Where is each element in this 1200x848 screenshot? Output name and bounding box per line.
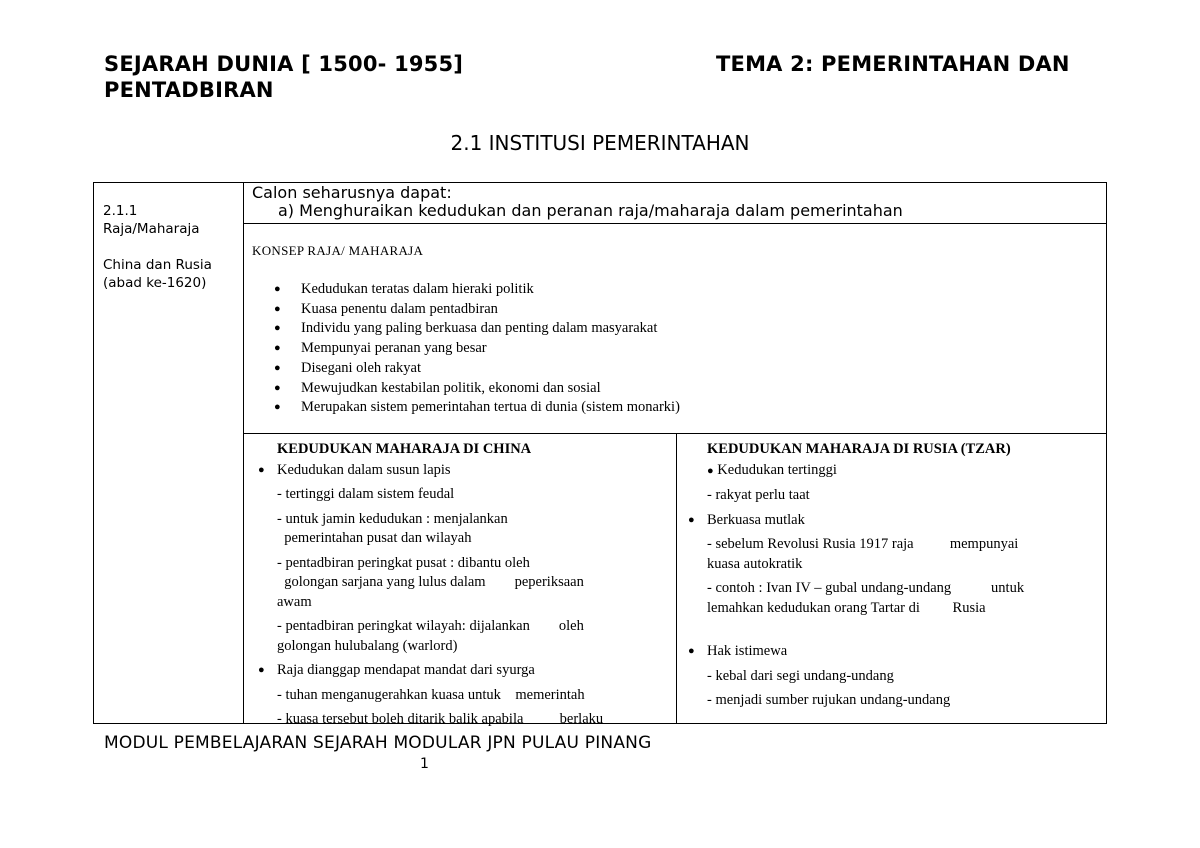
- theme-title-continuation: PENTADBIRAN: [104, 78, 274, 102]
- list-item: ● Kuasa penentu dalam pentadbiran: [274, 300, 1092, 320]
- rusia-detail: - kebal dari segi undang-undang: [707, 667, 894, 684]
- topic-period: (abad ke-1620): [103, 275, 207, 291]
- topic-name: Raja/Maharaja: [103, 221, 200, 237]
- theme-title: TEMA 2: PEMERINTAHAN DAN: [716, 52, 1070, 76]
- rusia-detail: - rakyat perlu taat: [707, 487, 810, 503]
- topic-number: 2.1.1: [103, 203, 138, 219]
- china-detail: - pentadbiran peringkat pusat : dibantu oleh: [277, 554, 530, 571]
- china-detail: - tuhan menganugerahkan kuasa untuk memerintah: [277, 686, 585, 703]
- objectives-cell: [252, 184, 903, 220]
- konsep-list: [252, 280, 1092, 418]
- china-detail: - kuasa tersebut boleh ditarik balik apabila berlaku: [277, 711, 604, 727]
- list-item: ● Disegani oleh rakyat: [274, 359, 1092, 379]
- topic-cell: [103, 202, 238, 292]
- document-title: SEJARAH DUNIA [ 1500- 1955]: [104, 52, 464, 76]
- china-detail: golongan sarjana yang lulus dalam peperiksaan: [277, 574, 584, 590]
- rusia-bullet: ● Hak istimewa: [688, 642, 1093, 662]
- china-heading: KEDUDUKAN MAHARAJA DI CHINA: [277, 441, 532, 457]
- topic-region: China dan Rusia: [103, 257, 212, 273]
- rusia-heading: KEDUDUKAN MAHARAJA DI RUSIA (TZAR): [707, 441, 1011, 457]
- list-item: ● Mempunyai peranan yang besar: [274, 339, 1092, 359]
- list-item: ● Kedudukan teratas dalam hieraki politik: [274, 280, 1092, 300]
- objective-a: a) Menghuraikan kedudukan dan peranan raja/maharaja dalam pemerintahan: [278, 201, 903, 220]
- rusia-detail: - contoh : Ivan IV – gubal undang-undang untuk: [707, 580, 1025, 596]
- china-bullet: ● Raja dianggap mendapat mandat dari syurga: [258, 661, 668, 681]
- rusia-detail: lemahkan kedudukan orang Tartar di Rusia: [707, 599, 986, 616]
- china-detail: - pentadbiran peringkat wilayah: dijalankan oleh: [277, 618, 584, 634]
- china-bullet: ● Kedudukan dalam susun lapis: [258, 461, 668, 481]
- rusia-bullet-inline: ● Kedudukan tertinggi: [707, 461, 837, 478]
- footer-text: MODUL PEMBELAJARAN SEJARAH MODULAR JPN PULAU PINANG: [104, 733, 652, 753]
- rusia-bullet: ● Berkuasa mutlak: [688, 511, 1093, 531]
- rusia-bullet-text: Kedudukan tertinggi: [717, 461, 837, 478]
- china-detail: - tertinggi dalam sistem feudal: [277, 486, 455, 502]
- rusia-cell: [688, 440, 1093, 711]
- konsep-cell: [252, 243, 1092, 418]
- objectives-intro: Calon seharusnya dapat:: [252, 183, 452, 202]
- page-number: 1: [420, 756, 429, 772]
- china-cell: [258, 440, 668, 730]
- list-item: ● Individu yang paling berkuasa dan penting dalam masyarakat: [274, 319, 1092, 339]
- konsep-title: KONSEP RAJA/ MAHARAJA: [252, 243, 424, 258]
- china-detail: pemerintahan pusat dan wilayah: [277, 530, 472, 546]
- rusia-detail: - menjadi sumber rujukan undang-undang: [707, 692, 951, 708]
- list-item: ● Mewujudkan kestabilan politik, ekonomi dan sosial: [274, 379, 1092, 399]
- china-detail: - untuk jamin kedudukan : menjalankan: [277, 510, 508, 527]
- list-item: ● Merupakan sistem pemerintahan tertua di dunia (sistem monarki): [274, 398, 1092, 418]
- rusia-detail: - sebelum Revolusi Rusia 1917 raja mempunyai: [707, 536, 1019, 552]
- china-detail: awam: [277, 593, 312, 610]
- section-title: 2.1 INSTITUSI PEMERINTAHAN: [450, 131, 750, 155]
- china-detail: golongan hulubalang (warlord): [277, 637, 458, 654]
- rusia-detail: kuasa autokratik: [707, 555, 803, 572]
